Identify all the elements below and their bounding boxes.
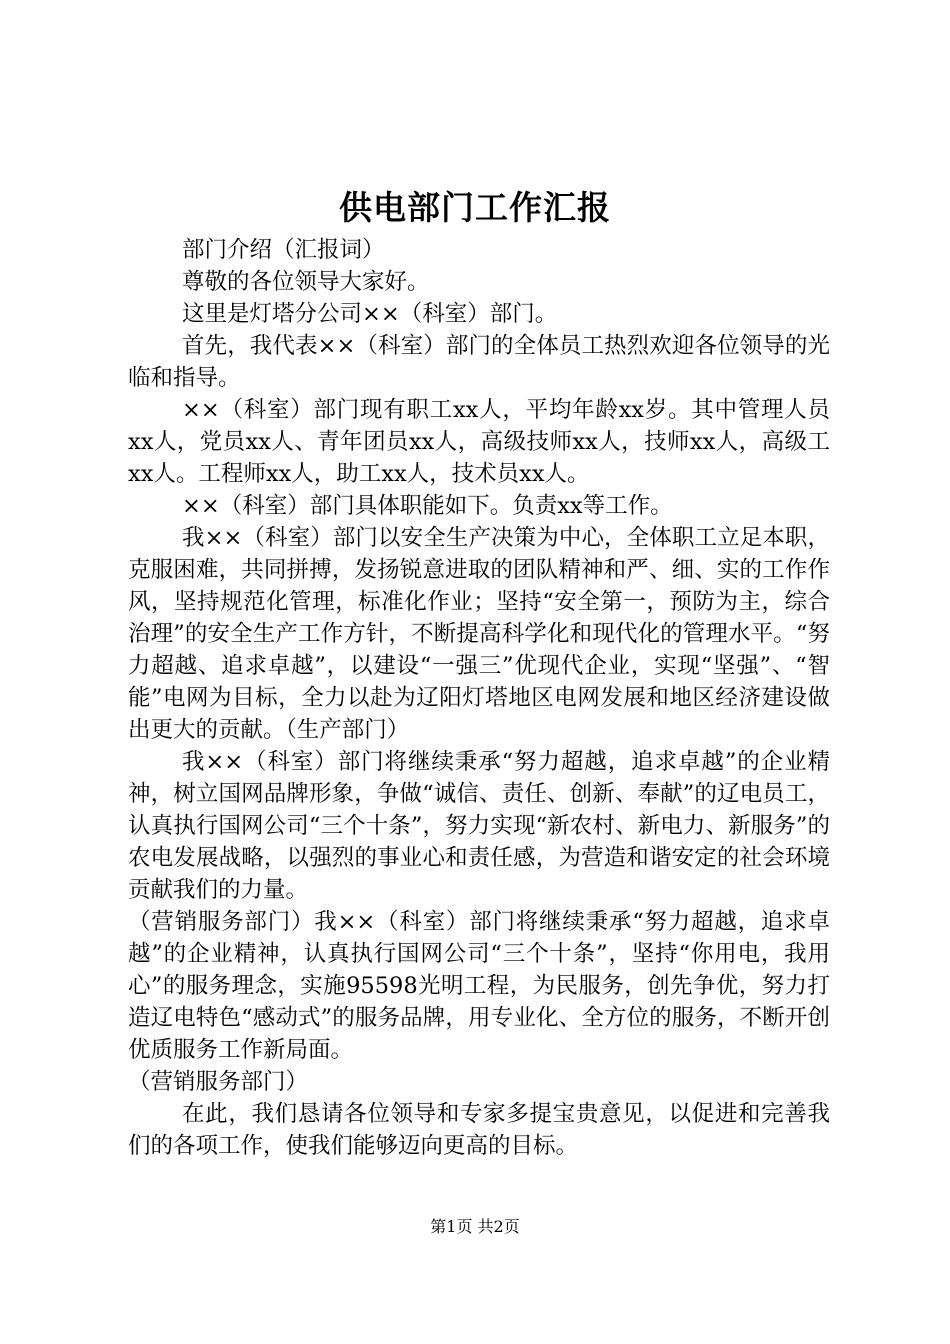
paragraph-marketing-tag: （营销服务部门）: [128, 1069, 309, 1095]
paragraph-closing: 在此，我们恳请各位领导和专家多提宝贵意见，以促进和完善我们的各项工作，使我们能够迈向更高的目标。: [128, 1101, 830, 1159]
paragraph-functions: ××（科室）部门具体职能如下。负责xx等工作。: [182, 493, 673, 519]
document-body: [128, 234, 830, 1162]
paragraph-production: 我××（科室）部门以安全生产决策为中心，全体职工立足本职，克服困难，共同拼搏，发扬锐意进取的团队精神和严、细、实的工作作风，坚持规范化管理，标准化作业；坚持“安全第一，预防为主，综合治理”的安全生产工作方针，不断提高科学化和现代化的管理水平。“努力超越、追求卓越”，以建设“一强三”优现代企业，实现“坚强”、“智能”电网为目标，全力以赴为辽阳灯塔地区电网发展和地区经济建设做出更大的贡献。（生产部门）: [128, 525, 830, 743]
page-footer: 第1页 共2页: [430, 1217, 520, 1236]
paragraph-welcome: 首先，我代表××（科室）部门的全体员工热烈欢迎各位领导的光临和指导。: [128, 333, 830, 391]
paragraph-staff: ××（科室）部门现有职工xx人，平均年龄xx岁。其中管理人员xx人，党员xx人、青年团员xx人，高级技师xx人，技师xx人，高级工xx人。工程师xx人，助工xx人，技术员xx人。: [128, 397, 830, 487]
paragraph-greeting: 尊敬的各位领导大家好。: [182, 269, 430, 295]
paragraph-marketing: （营销服务部门）我××（科室）部门将继续秉承“努力超越，追求卓越”的企业精神，认真执行国网公司“三个十条”，坚持“你用电，我用心”的服务理念，实施95598光明工程，为民服务，创先争优，努力打造辽电特色“感动式”的服务品牌，用专业化、全方位的服务，不断开创优质服务工作新局面。: [128, 909, 830, 1063]
paragraph-intro: 这里是灯塔分公司××（科室）部门。: [182, 301, 558, 327]
paragraph-spirit: 我××（科室）部门将继续秉承“努力超越，追求卓越”的企业精神，树立国网品牌形象，争做“诚信、责任、创新、奉献”的辽电员工，认真执行国网公司“三个十条”，努力实现“新农村、新电力、新服务”的农电发展战略，以强烈的事业心和责任感，为营造和谐安定的社会环境贡献我们的力量。: [128, 749, 830, 903]
paragraph-section-heading: 部门介绍（汇报词）: [182, 237, 385, 263]
document-title: 供电部门工作汇报: [339, 188, 611, 227]
